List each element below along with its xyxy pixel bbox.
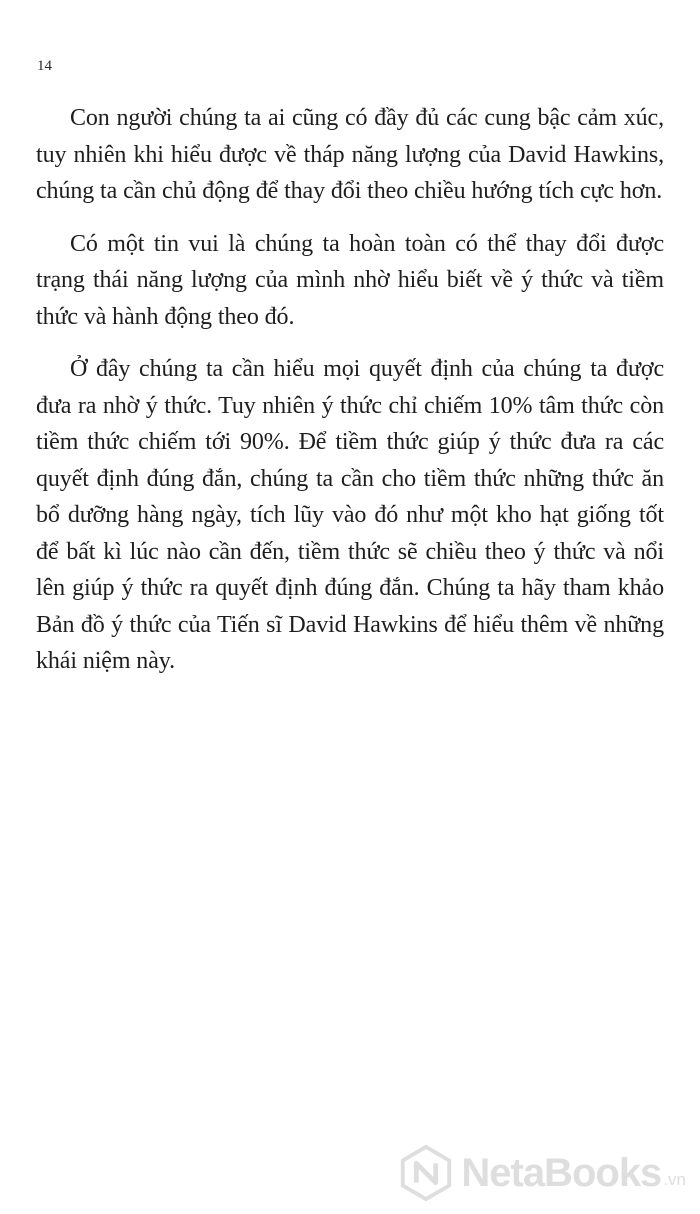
paragraph-2: Có một tin vui là chúng ta hoàn toàn có thể thay đổi được trạng thái năng lượng của mình nhờ hiểu biết về ý thức và tiềm thức và hành động theo đó. bbox=[36, 230, 664, 330]
watermark-suffix: .vn bbox=[663, 1170, 686, 1189]
netabooks-logo-icon bbox=[397, 1144, 455, 1202]
page-number: 14 bbox=[37, 58, 52, 74]
watermark-brand: NetaBooks bbox=[461, 1150, 662, 1195]
paragraph-1: Con người chúng ta ai cũng có đầy đủ các cung bậc cảm xúc, tuy nhiên khi hiểu được về tháp năng lượng của David Hawkins, chúng ta cần chủ động để thay đổi theo chiều hướng tích cực hơn. bbox=[36, 105, 664, 204]
body-text bbox=[36, 100, 664, 696]
watermark bbox=[397, 1144, 686, 1202]
paragraph-3: Ở đây chúng ta cần hiểu mọi quyết định của chúng ta được đưa ra nhờ ý thức. Tuy nhiên ý thức chỉ chiếm 10% tâm thức còn tiềm thức chiếm tới 90%. Để tiềm thức giúp ý thức đưa ra các quyết định đúng đắn, chúng ta cần cho tiềm thức những thức ăn bổ dưỡng hàng ngày, tích lũy vào đó như một kho hạt giống tốt để bất kì lúc nào cần đến, tiềm thức sẽ chiều theo ý thức và nổi lên giúp ý thức ra quyết định đúng đắn. Chúng ta hãy tham khảo Bản đồ ý thức của Tiến sĩ David Hawkins để hiểu thêm về những khái niệm này. bbox=[36, 356, 664, 674]
